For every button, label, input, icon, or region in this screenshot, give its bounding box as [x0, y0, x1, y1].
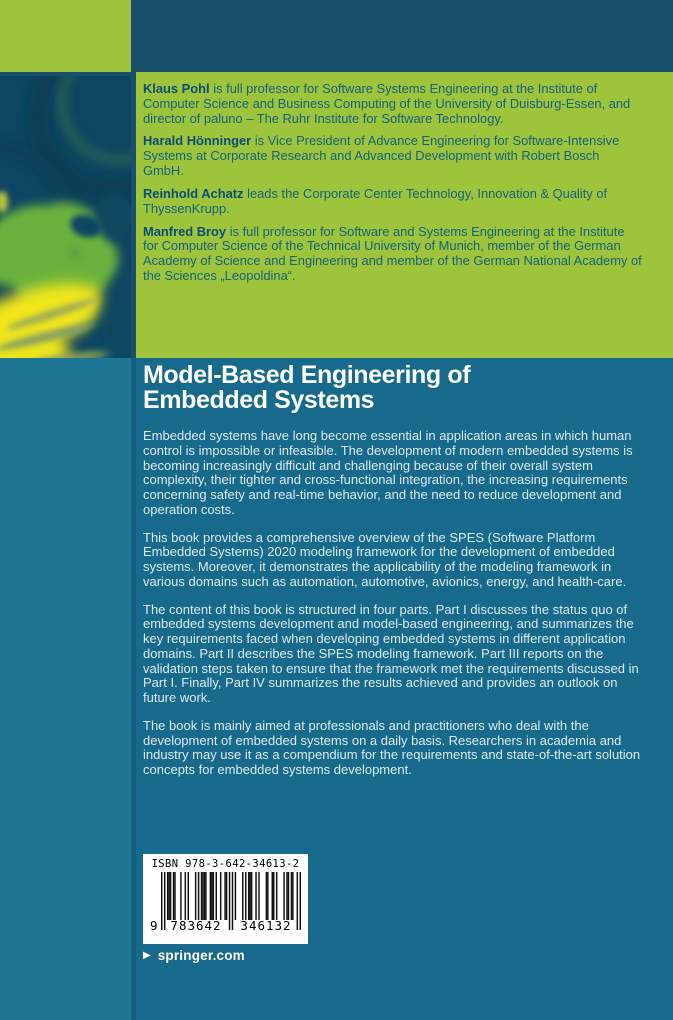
description-paragraph: The book is mainly aimed at professionals and practitioners who deal with the development of embedded systems on a daily basis. Researchers in academia and industry may use it as a compendium for the requirements and state-of-the-art solution concepts for embedded systems development. — [143, 717, 641, 777]
arrow-icon: ▶ — [143, 949, 151, 961]
author-bio — [143, 187, 643, 217]
author-bio — [143, 225, 643, 284]
book-title-line1: Model-Based Engineering of — [143, 361, 471, 389]
author-bios-panel — [136, 72, 673, 358]
publisher-footer — [143, 948, 245, 963]
left-margin-strip — [0, 358, 131, 1020]
description-paragraph: This book provides a comprehensive overview of the SPES (Software Platform Embedded Systems) 2020 modeling framework for the development of embedded systems. Moreover, it demonstrates the applicability of the modeling framework in various domains such as automation, automotive, avionics, energy, and health-care. — [143, 529, 627, 589]
description-paragraph: Embedded systems have long become essential in application areas in which human control is impossible or infeasible. The development of modern embedded systems is becoming increasingly difficult and challenging because of their overall system complexity, their tighter and cross-functional integration, the increasing requirements concerning safety and real-time behavior, and the need to reduce development and operation costs. — [143, 428, 633, 517]
column-divider — [131, 358, 136, 1020]
author-bio-text: is full professor for Software and Systems Engineering at the Institute for Computer Science of the Technical University of Munich, member of the German Academy of Science and Engineering and member of the German National Academy of the Sciences „Leopoldina“. — [143, 223, 642, 284]
author-name: Manfred Broy — [143, 223, 227, 239]
isbn-label: ISBN 978-3-642-34613-2 — [151, 858, 300, 870]
author-name: Harald Hönninger — [143, 133, 252, 149]
author-bio — [143, 134, 643, 178]
barcode-digit-group2: 346132 — [240, 918, 292, 933]
description-paragraph: The content of this book is structured in four parts. Part I discusses the status quo of embedded systems development and model-based engineering, and summarizes the key requirements faced when developing embedded systems in different application domains. Part II describes the SPES modeling framework. Part III reports on the validation steps taken to ensure that the framework met the requirements discussed in Part I. Finally, Part IV summarizes the results achieved and provides an outlook on future work. — [143, 601, 639, 705]
author-name: Klaus Pohl — [143, 81, 210, 96]
book-title-line2: Embedded Systems — [143, 386, 375, 414]
barcode-digit-lead: 9 — [150, 918, 158, 933]
book-title — [143, 363, 653, 413]
abstract-wave-swirl-artwork — [0, 76, 131, 358]
isbn-barcode-box — [143, 854, 308, 944]
book-description-panel — [143, 363, 653, 791]
springer-url: springer.com — [157, 948, 245, 963]
barcode-digits — [150, 919, 301, 932]
author-bio — [143, 82, 643, 126]
barcode-digit-group1: 783642 — [170, 918, 222, 933]
green-corner-square — [0, 0, 131, 72]
author-bio-text: is Vice President of Advance Engineering for Software-Intensive Systems at Corporate Research and Advanced Development with Robert Bosch GmbH. — [143, 133, 620, 179]
author-bio-text: is full professor for Software Systems Engineering at the Institute of Computer Science and Business Computing of the University of Duisburg-Essen, and director of paluno – The Ruhr Institute for Software Technology. — [143, 81, 631, 126]
author-name: Reinhold Achatz — [143, 185, 244, 201]
author-bio-text: leads the Corporate Center Technology, Innovation & Quality of ThyssenKrupp. — [143, 185, 608, 216]
